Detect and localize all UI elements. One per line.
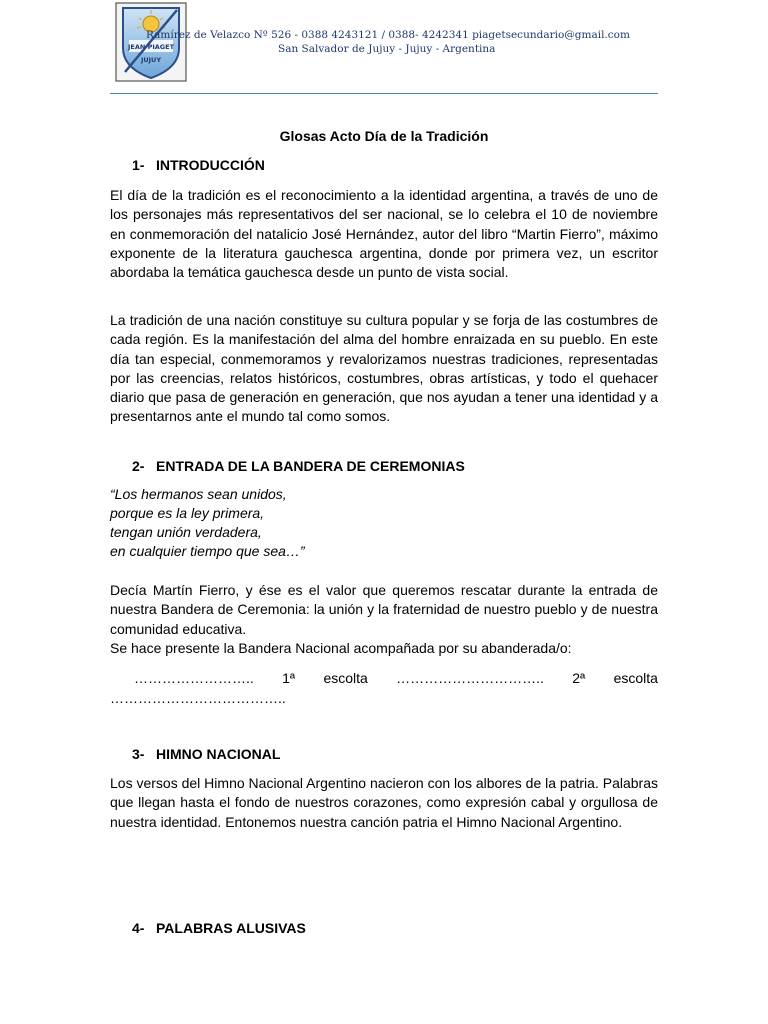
paragraph: Decía Martín Fierro, y ése es el valor que queremos rescatar durante la entrada de nuestra Bandera de Ceremonia: la unión y la fraternidad de nuestro pueblo y de nuestra comunidad educativa. xyxy=(110,582,658,637)
paragraph: La tradición de una nación constituye su cultura popular y se forja de las costumbres de cada región. Es la manifestación del alma del hombre enraizada en su pueblo. En este día tan especial, conmemoramos y revalorizamos nuestras tradiciones, representadas por las creencias, relatos históricos, costumbres, obras artísticas, y todo el quehacer diario que pasa de generación en generación, que nos ayudan a tener una identidad y a presentarnos ante el mundo tal como somos. xyxy=(110,312,658,425)
section-number: 2- xyxy=(132,458,145,474)
section-title: HIMNO NACIONAL xyxy=(156,746,281,762)
section-title: PALABRAS ALUSIVAS xyxy=(156,920,306,936)
section-number: 4- xyxy=(132,920,145,936)
section-title: ENTRADA DE LA BANDERA DE CEREMONIAS xyxy=(156,458,465,474)
svg-text:JEAN PIAGET: JEAN PIAGET xyxy=(127,43,175,51)
school-logo-icon xyxy=(115,2,187,82)
verse-line: tengan unión verdadera, xyxy=(110,524,262,540)
verse-line: porque es la ley primera, xyxy=(110,505,265,521)
svg-text:JUJUY: JUJUY xyxy=(140,56,162,64)
paragraph: Se hace presente la Bandera Nacional acompañada por su abanderada/o: xyxy=(110,640,572,656)
verse-line: “Los hermanos sean unidos, xyxy=(110,486,287,502)
blank-dots: ……………………………….. xyxy=(110,690,286,706)
blank-dots: ………………………….. xyxy=(396,670,544,686)
escolta-label: escolta xyxy=(613,670,658,686)
section-heading-himno xyxy=(132,746,280,762)
verse-line: en cualquier tiempo que sea…” xyxy=(110,543,305,559)
paragraph: El día de la tradición es el reconocimiento a la identidad argentina, a través de uno de los personajes más representativos del ser nacional, se lo celebra el 10 de noviembre en conmemoración del natalicio José Hernández, autor del libro “Martin Fierro”, máximo exponente de la literatura gauchesca argentina, donde por primera vez, un escritor abordaba la temática gauchesca desde un punto de vista social. xyxy=(110,187,658,281)
letterhead-address: Ramírez de Velazco Nº 526 - 0388 4243121 / 0388- 4242341 piagetsecundario@gmail.com xyxy=(146,29,630,41)
section-number: 1- xyxy=(132,157,145,173)
section-heading-bandera xyxy=(132,458,465,474)
ordinal-label: 1ª xyxy=(282,670,296,686)
section-number: 3- xyxy=(132,746,145,762)
letterhead-divider xyxy=(110,93,658,94)
document-title: Glosas Acto Día de la Tradición xyxy=(279,128,489,144)
section-title: INTRODUCCIÓN xyxy=(156,157,265,173)
blank-dots: …………………….. xyxy=(134,670,254,686)
escolta-label: escolta xyxy=(323,670,368,686)
section-heading-palabras xyxy=(132,920,306,936)
verse-quote xyxy=(110,485,658,561)
paragraph: Los versos del Himno Nacional Argentino nacieron con los albores de la patria. Palabras que llegan hasta el fondo de nuestros corazones, como expresión cabal y orgullosa de nuestra identidad. Entonemos nuestra canción patria el Himno Nacional Argentino. xyxy=(110,775,658,830)
ordinal-label: 2ª xyxy=(572,670,586,686)
section-heading-introduccion xyxy=(132,157,265,173)
letterhead-city: San Salvador de Jujuy - Jujuy - Argentina xyxy=(278,43,496,55)
escolta-fill-line xyxy=(110,668,658,708)
letterhead xyxy=(110,0,658,96)
